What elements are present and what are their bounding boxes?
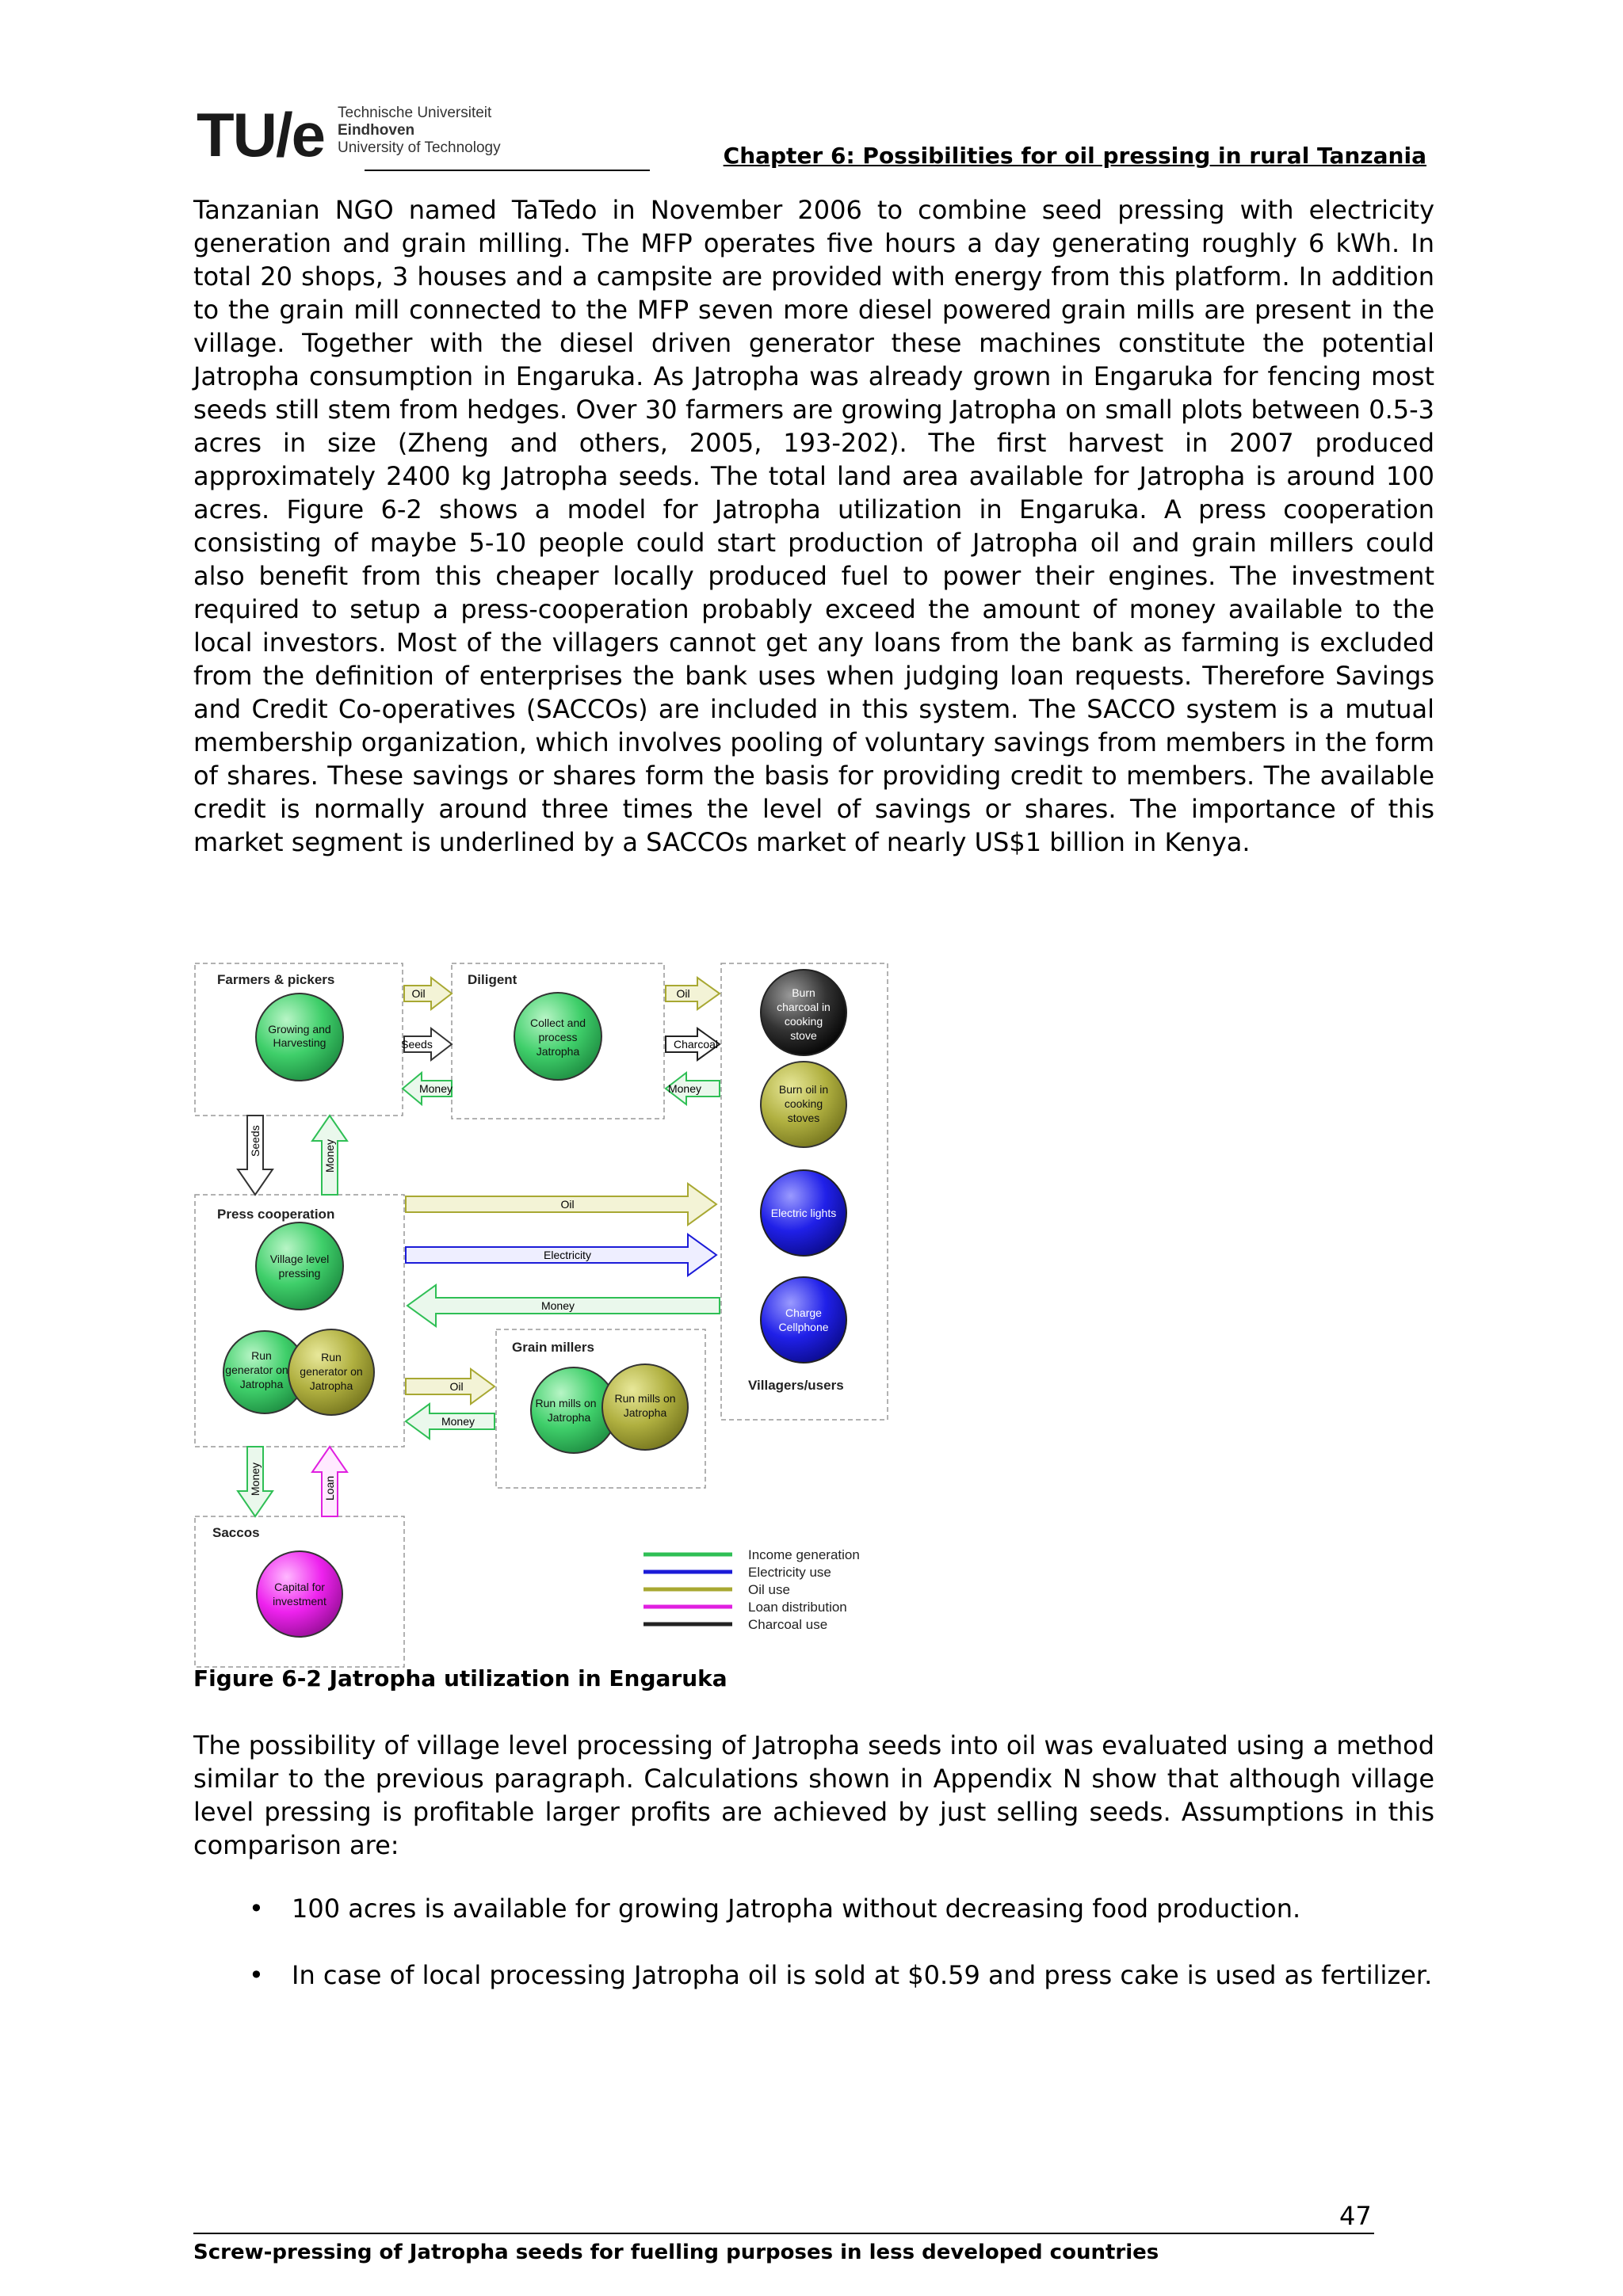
node-label: Jatropha xyxy=(309,1379,353,1392)
footer-text: Screw-pressing of Jatropha seeds for fuelling purposes in less developed countries xyxy=(193,2241,1159,2264)
node-label: Jatropha xyxy=(239,1378,284,1390)
node-label: Harvesting xyxy=(273,1036,327,1049)
arrow-money-press-saccos xyxy=(238,1447,273,1516)
body-paragraph: Tanzanian NGO named TaTedo in November 2006 to combine seed pressing with electricity generation and grain milling. The MFP operates five hours a day generating roughly 6 kWh. In total 20 shops, 3 houses and a campsite are provided with energy from this platform. In addition to the grain mill connected to the MFP seven more diesel powered grain mills are present in the village. Together with the diesel driven generator these machines constitute the potential Jatropha consumption in Engaruka. As Jatropha was already grown in Engaruka for fencing most seeds still stem from hedges. Over 30 farmers are growing Jatropha on small plots between 0.5-3 acres in size (Zheng and others, 2005, 193-202). The first harvest in 2007 produced approximately 2400 kg Jatropha seeds. The total land area available for Jatropha is around 100 acres. Figure 6-2 shows a model for Jatropha utilization in Engaruka. A press cooperation consisting of maybe 5-10 people could start production of Jatropha oil and grain millers could also benefit from this cheaper locally produced fuel to power their engines. The investment required to setup a press-cooperation probably exceed the amount of money available to the local investors. Most of the villagers cannot get any loans from the bank as farming is excluded from the definition of enterprises the bank uses when judging loan requests. Therefore Savings and Credit Co-operatives (SACCOs) are included in this system. The SACCO system is a mutual membership organization, which involves pooling of voluntary savings from members in the form of shares. These savings or shares form the basis for providing credit to members. The available credit is normally around three times the level of savings or shares. The importance of this market segment is underlined by a SACCOs market of nearly US$1 billion in Kenya. xyxy=(193,195,1434,857)
node-label: pressing xyxy=(278,1267,321,1280)
arrow-money-grain-press xyxy=(406,1404,495,1439)
node-label: Run mills on xyxy=(614,1392,676,1405)
logo-line: Technische Universiteit xyxy=(338,105,492,121)
node-label: Electric lights xyxy=(770,1207,837,1219)
node-label: cooking xyxy=(784,1097,823,1110)
flow-label-money: Money xyxy=(441,1415,475,1428)
flow-label-money: Money xyxy=(667,1082,702,1095)
group-title-villagers: Villagers/users xyxy=(748,1378,844,1393)
bullet-icon: • xyxy=(249,1960,264,1990)
arrow-money-villagers-press xyxy=(407,1285,720,1326)
node-charge-cellphone xyxy=(761,1277,846,1363)
flow-label-oil: Oil xyxy=(560,1198,575,1211)
node-label: Jatropha xyxy=(623,1406,667,1419)
node-burn-oil xyxy=(761,1062,846,1147)
node-label: Burn oil in xyxy=(778,1083,829,1096)
node-label: Jatropha xyxy=(547,1411,591,1424)
flow-label-money: Money xyxy=(323,1138,336,1173)
legend-label: Charcoal use xyxy=(748,1617,828,1632)
arrow-electricity-press-villagers xyxy=(406,1234,716,1276)
flow-label-money: Money xyxy=(540,1299,575,1312)
node-label: Capital for xyxy=(274,1581,325,1593)
node-growing-harvesting xyxy=(256,994,343,1081)
arrow-oil-farmers-diligent xyxy=(404,978,452,1009)
flow-label-oil: Oil xyxy=(411,987,426,1000)
node-label: Jatropha xyxy=(536,1045,580,1058)
node-label: Cellphone xyxy=(778,1321,829,1333)
flow-label-loan: Loan xyxy=(323,1475,336,1501)
arrow-money-villagers-diligent xyxy=(666,1073,720,1104)
legend-label: Loan distribution xyxy=(748,1600,847,1615)
arrow-seeds-farmers-diligent xyxy=(401,1028,452,1060)
flow-label-money: Money xyxy=(418,1082,453,1095)
assumption-list xyxy=(193,1892,1434,2025)
group-title-diligent: Diligent xyxy=(468,972,517,987)
arrow-oil-diligent-villagers xyxy=(666,978,720,1009)
node-label: charcoal in xyxy=(777,1001,831,1013)
arrow-oil-press-villagers xyxy=(406,1184,716,1225)
arrow-loan-saccos-press xyxy=(312,1447,347,1516)
arrow-money-diligent-farmers xyxy=(403,1073,453,1104)
figure-caption: Figure 6-2 Jatropha utilization in Engaruka xyxy=(193,1665,727,1691)
arrow-charcoal-diligent-villagers xyxy=(666,1028,720,1060)
arrow-money-press-farmers xyxy=(312,1116,347,1195)
node-label: Run xyxy=(251,1349,272,1362)
chapter-title: Chapter 6: Possibilities for oil pressing in rural Tanzania xyxy=(723,143,1426,169)
group-title-saccos: Saccos xyxy=(212,1525,260,1540)
node-label: Collect and xyxy=(529,1016,586,1029)
node-label: stove xyxy=(790,1029,817,1042)
node-label: Run mills on xyxy=(535,1397,597,1409)
page-number: 47 xyxy=(1339,2201,1372,2231)
node-label: generator on xyxy=(300,1365,363,1378)
group-title-press: Press cooperation xyxy=(217,1207,335,1222)
group-title-grain-millers: Grain millers xyxy=(512,1340,594,1355)
list-item-text: In case of local processing Jatropha oil is sold at $0.59 and press cake is used as fertilizer. xyxy=(292,1960,1433,1990)
node-label: cooking xyxy=(784,1015,823,1028)
node-village-pressing xyxy=(256,1222,343,1310)
group-title-farmers: Farmers & pickers xyxy=(217,972,335,987)
node-label: investment xyxy=(273,1595,327,1608)
flow-label-money: Money xyxy=(249,1462,262,1496)
flow-label-oil: Oil xyxy=(676,987,690,1000)
node-electric-lights xyxy=(761,1170,846,1256)
diagram-legend xyxy=(643,1547,860,1632)
legend-label: Oil use xyxy=(748,1582,790,1597)
node-label: Charge xyxy=(785,1306,822,1319)
flow-label-electricity: Electricity xyxy=(544,1249,591,1261)
bullet-icon: • xyxy=(249,1894,264,1924)
body-paragraph: The possibility of village level processing of Jatropha seeds into oil was evaluated using a method similar to the previous paragraph. Calculations shown in Appendix N show that although village level pressing is profitable larger profits are achieved by just selling seeds. Assumptions in this comparison are: xyxy=(193,1730,1434,1860)
node-run-generator-oil xyxy=(288,1329,374,1415)
legend-label: Electricity use xyxy=(748,1565,831,1580)
flow-label-charcoal: Charcoal xyxy=(673,1038,719,1051)
node-label: process xyxy=(538,1031,578,1043)
list-item xyxy=(193,1892,1434,1925)
university-logo xyxy=(197,93,529,170)
node-label: Village level xyxy=(269,1253,330,1265)
flow-label-seeds: Seeds xyxy=(401,1038,433,1051)
node-label: generator on xyxy=(225,1363,288,1376)
node-run-mills-oil xyxy=(602,1364,688,1450)
logo-line: Eindhoven xyxy=(338,122,415,139)
node-label: stoves xyxy=(787,1112,820,1124)
logo-mark: TU/e xyxy=(197,100,325,170)
arrow-seeds-farmers-press xyxy=(238,1116,273,1195)
list-item-text: 100 acres is available for growing Jatropha without decreasing food production. xyxy=(292,1894,1301,1924)
logo-line: University of Technology xyxy=(338,139,501,156)
node-collect-process xyxy=(514,993,601,1080)
node-label: Run xyxy=(321,1351,342,1363)
node-burn-charcoal xyxy=(761,970,846,1055)
list-item xyxy=(193,1958,1434,1992)
node-label: Burn xyxy=(792,986,815,999)
flow-label-oil: Oil xyxy=(449,1380,464,1393)
logo-text xyxy=(338,105,501,157)
figure-jatropha-utilization xyxy=(193,957,1128,1670)
flow-label-seeds: Seeds xyxy=(249,1125,262,1157)
arrow-oil-press-grain xyxy=(406,1369,495,1404)
node-capital-investment xyxy=(257,1551,342,1637)
footer-rule xyxy=(193,2233,1374,2234)
header-rule xyxy=(365,170,650,171)
flow-diagram xyxy=(193,957,1128,1670)
node-label: Growing and xyxy=(268,1023,331,1035)
legend-label: Income generation xyxy=(748,1547,860,1562)
